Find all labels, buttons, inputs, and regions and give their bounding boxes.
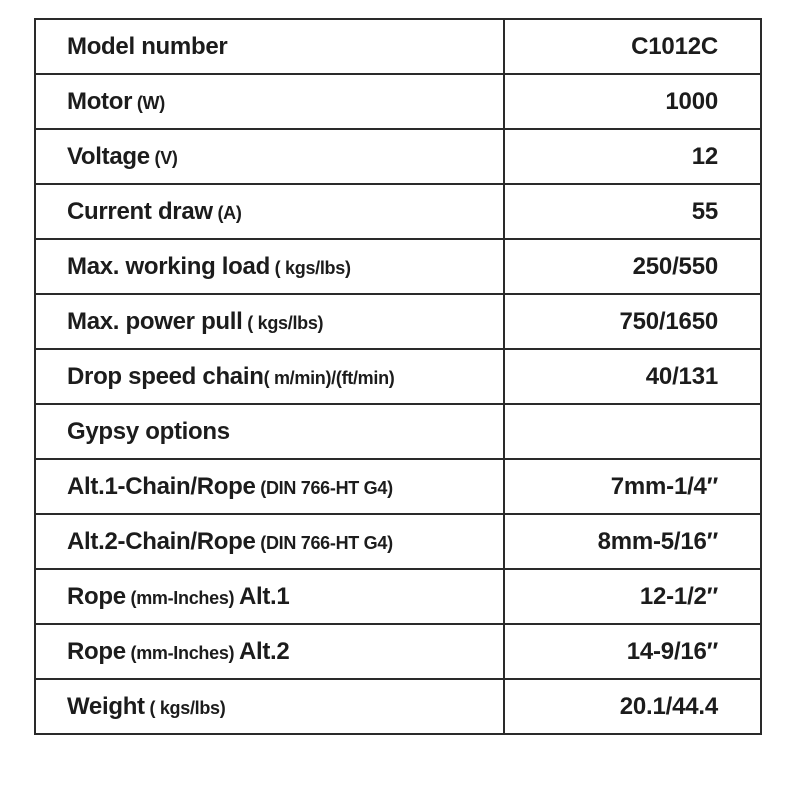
spec-table [34, 18, 762, 735]
spec-value: 12 [504, 129, 761, 184]
spec-label-text: Alt.2-Chain/Rope [67, 527, 256, 555]
spec-label-text: Max. working load [67, 252, 270, 280]
spec-label [35, 294, 504, 349]
spec-label [35, 459, 504, 514]
spec-label-unit: (V) [149, 147, 178, 168]
spec-row-voltage [35, 129, 761, 184]
spec-label-unit: ( kgs/lbs) [269, 257, 351, 278]
spec-label-text: Max. power pull [67, 307, 243, 335]
spec-row-weight [35, 679, 761, 734]
spec-value: 14-9/16″ [504, 624, 761, 679]
spec-value: C1012C [504, 19, 761, 74]
spec-value: 7mm-1/4″ [504, 459, 761, 514]
spec-label-text: Drop speed chain [67, 362, 264, 390]
spec-label-text: Rope [67, 637, 126, 665]
spec-label-suffix: Alt.2 [238, 637, 290, 665]
spec-label-unit: (W) [132, 92, 165, 113]
spec-row-alt1-chain-rope [35, 459, 761, 514]
spec-label-unit: (A) [212, 202, 242, 223]
spec-label [35, 349, 504, 404]
spec-value: 20.1/44.4 [504, 679, 761, 734]
spec-label-text: Model number [67, 32, 228, 60]
spec-label [35, 19, 504, 74]
spec-value: 750/1650 [504, 294, 761, 349]
spec-label-unit: ( kgs/lbs) [242, 312, 324, 333]
spec-label-unit: (DIN 766-HT G4) [255, 477, 393, 498]
spec-row-current-draw [35, 184, 761, 239]
spec-value: 40/131 [504, 349, 761, 404]
spec-row-model-number [35, 19, 761, 74]
spec-label-unit: ( kgs/lbs) [144, 697, 226, 718]
spec-label-text: Gypsy options [67, 417, 230, 445]
spec-row-rope-alt2 [35, 624, 761, 679]
spec-label [35, 679, 504, 734]
spec-value: 55 [504, 184, 761, 239]
spec-label [35, 184, 504, 239]
spec-label-unit: (DIN 766-HT G4) [255, 532, 393, 553]
spec-row-rope-alt1 [35, 569, 761, 624]
spec-value: 12-1/2″ [504, 569, 761, 624]
spec-label [35, 239, 504, 294]
spec-value: 250/550 [504, 239, 761, 294]
spec-label-unit: (mm-Inches) [125, 642, 239, 663]
spec-value: 8mm-5/16″ [504, 514, 761, 569]
spec-row-alt2-chain-rope [35, 514, 761, 569]
spec-row-max-working-load [35, 239, 761, 294]
spec-label-text: Rope [67, 582, 126, 610]
spec-label [35, 569, 504, 624]
spec-row-drop-speed-chain [35, 349, 761, 404]
spec-label [35, 404, 504, 459]
spec-row-motor [35, 74, 761, 129]
spec-label-text: Weight [67, 692, 145, 720]
spec-label [35, 514, 504, 569]
spec-value [504, 404, 761, 459]
spec-value: 1000 [504, 74, 761, 129]
spec-label-text: Motor [67, 87, 133, 115]
spec-label-text: Voltage [67, 142, 150, 170]
spec-label [35, 74, 504, 129]
spec-label [35, 129, 504, 184]
spec-label-unit: ( m/min)/(ft/min) [263, 367, 395, 388]
spec-row-max-power-pull [35, 294, 761, 349]
spec-label [35, 624, 504, 679]
spec-label-unit: (mm-Inches) [125, 587, 239, 608]
spec-label-text: Alt.1-Chain/Rope [67, 472, 256, 500]
spec-label-text: Current draw [67, 197, 213, 225]
spec-row-gypsy-options [35, 404, 761, 459]
spec-label-suffix: Alt.1 [238, 582, 290, 610]
